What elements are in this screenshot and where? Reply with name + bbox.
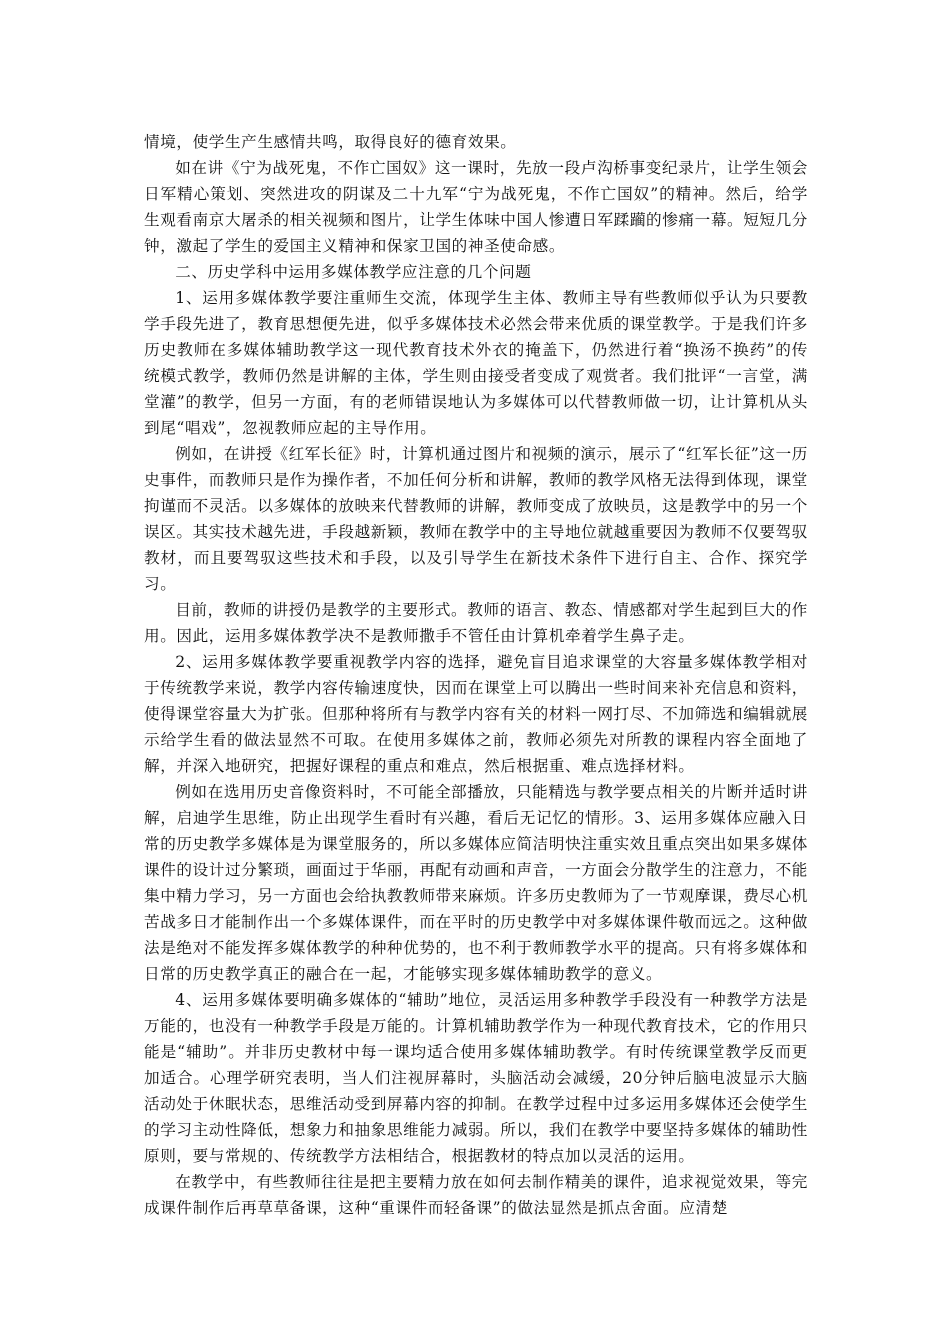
- paragraph-6: 2、运用多媒体教学要重视教学内容的选择，避免盲目追求课堂的大容量多媒体教学相对于传统教学来说，教学内容传输速度快，因而在课堂上可以腾出一些时间来补充信息和资料，使得课堂容量大为扩张。但那种将所有与教学内容有关的材料一网打尽、不加筛选和编辑就展示给学生看的做法显然不可取。在使用多媒体之前，教师必须先对所教的课程内容全面地了解，并深入地研究，把握好课程的重点和难点，然后根据重、难点选择材料。: [144, 653, 808, 775]
- paragraph-3: 1、运用多媒体教学要注重师生交流，体现学生主体、教师主导有些教师似乎认为只要教学手段先进了，教育思想便先进，似乎多媒体技术必然会带来优质的课堂教学。于是我们许多历史教师在多媒体辅助教学这一现代教育技术外衣的掩盖下，仍然进行着“换汤不换药”的传统模式教学，教师仍然是讲解的主体，学生则由接受者变成了观赏者。我们批评“一言堂，满堂灌”的教学，但另一方面，有的老师错误地认为多媒体可以代替教师做一切，让计算机从头到尾“唱戏”，忽视教师应起的主导作用。: [144, 289, 808, 437]
- paragraph-8: 4、运用多媒体要明确多媒体的“辅助”地位，灵活运用多种教学手段没有一种教学方法是万能的，也没有一种教学手段是万能的。计算机辅助教学作为一种现代教育技术，它的作用只能是“辅助”。并非历史教材中每一课均适合使用多媒体辅助教学。有时传统课堂教学反而更加适合。心理学研究表明，当人们注视屏幕时，头脑活动会减缓，20分钟后脑电波显示大脑活动处于休眠状态，思维活动受到屏幕内容的抑制。在教学过程中过多运用多媒体还会使学生的学习主动性降低，想象力和抽象思维能力减弱。所以，我们在教学中要坚持多媒体的辅助性原则，要与常规的、传统教学方法相结合，根据教材的特点加以灵活的运用。: [144, 991, 808, 1165]
- section-heading: 二、历史学科中运用多媒体教学应注意的几个问题: [175, 263, 532, 281]
- paragraph-4: 例如，在讲授《红军长征》时，计算机通过图片和视频的演示，展示了“红军长征”这一历史事件，而教师只是作为操作者，不加任何分析和讲解，教师的教学风格无法得到体现，课堂拘谨而不灵活。以多媒体的放映来代替教师的讲解，教师变成了放映员，这是教学中的另一个误区。其实技术越先进，手段越新颖，教师在教学中的主导地位就越重要因为教师不仅要驾驭教材，而且要驾驭这些技术和手段，以及引导学生在新技术条件下进行自主、合作、探究学习。: [144, 445, 808, 593]
- paragraph-9: 在教学中，有些教师往往是把主要精力放在如何去制作精美的课件，追求视觉效果，等完成课件制作后再草草备课，这种“重课件而轻备课”的做法显然是抓点舍面。应清楚: [144, 1173, 808, 1217]
- paragraph-2: 如在讲《宁为战死鬼，不作亡国奴》这一课时，先放一段卢沟桥事变纪录片，让学生领会日军精心策划、突然进攻的阴谋及二十九军“宁为战死鬼，不作亡国奴”的精神。然后，给学生观看南京大屠杀的相关视频和图片，让学生体味中国人惨遭日军蹂躏的惨痛一幕。短短几分钟，激起了学生的爱国主义精神和保家卫国的神圣使命感。: [144, 159, 808, 255]
- paragraph-1: 情境，使学生产生感情共鸣，取得良好的德育效果。: [144, 133, 517, 151]
- paragraph-7: 例如在选用历史音像资料时，不可能全部播放，只能精选与教学要点相关的片断并适时讲解，启迪学生思维，防止出现学生看时有兴趣，看后无记忆的情形。3、运用多媒体应融入日常的历史教学多媒体是为课堂服务的，所以多媒体应简洁明快注重实效且重点突出如果多媒体课件的设计过分繁琐，画面过于华丽，再配有动画和声音，一方面会分散学生的注意力，不能集中精力学习，另一方面也会给执教教师带来麻烦。许多历史教师为了一节观摩课，费尽心机苦战多日才能制作出一个多媒体课件，而在平时的历史教学中对多媒体课件敬而远之。这种做法是绝对不能发挥多媒体教学的种种优势的，也不利于教师教学水平的提高。只有将多媒体和日常的历史教学真正的融合在一起，才能够实现多媒体辅助教学的意义。: [144, 783, 808, 983]
- document-body: [144, 129, 808, 1221]
- paragraph-5: 目前，教师的讲授仍是教学的主要形式。教师的语言、教态、情感都对学生起到巨大的作用。因此，运用多媒体教学决不是教师撒手不管任由计算机牵着学生鼻子走。: [144, 601, 808, 645]
